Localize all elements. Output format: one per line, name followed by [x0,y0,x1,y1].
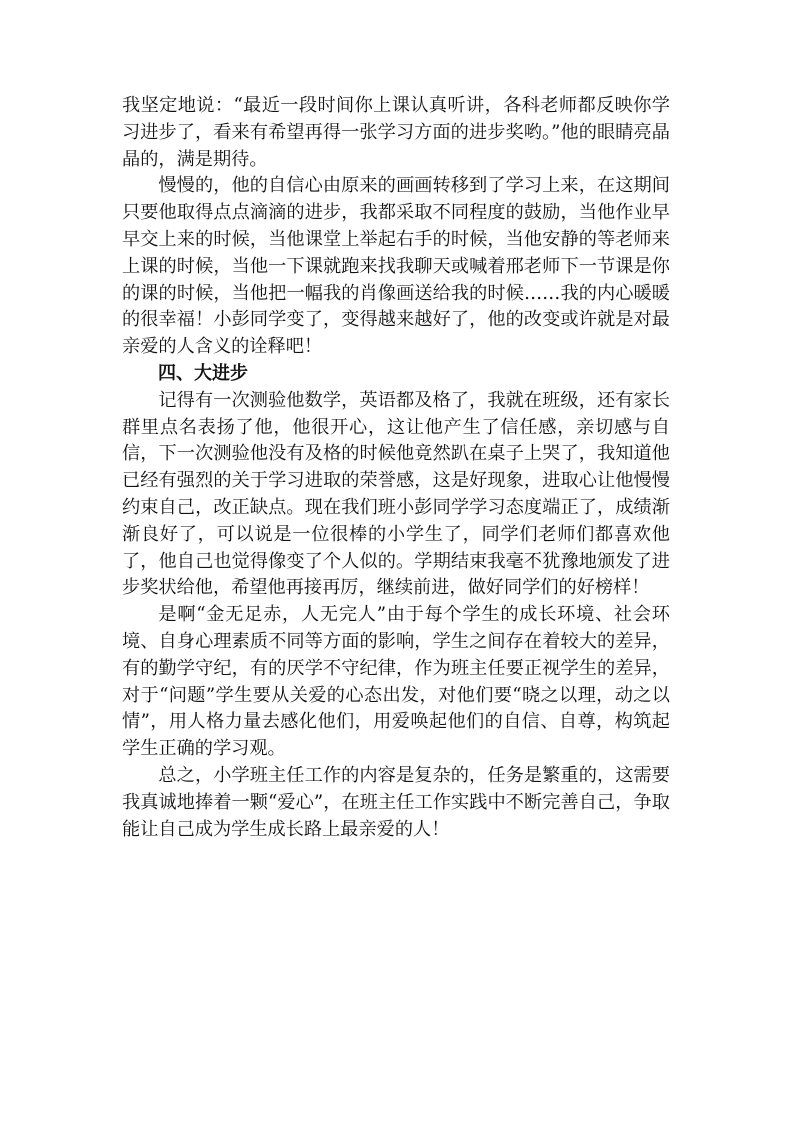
paragraph-differences: 是啊“金无足赤，人无完人”由于每个学生的成长环境、社会环境、自身心理素质不同等方面的影响，学生之间存在着较大的差异，有的勤学守纪，有的厌学不守纪律，作为班主任要正视学生的差异，对于“问题”学生要从关爱的心态出发，对他们要“晓之以理，动之以情”，用人格力量去感化他们，用爱唤起他们的自信、自尊，构筑起学生正确的学习观。 [122,604,670,760]
document-page [122,93,670,843]
paragraph-test-praise: 记得有一次测验他数学，英语都及格了，我就在班级，还有家长群里点名表扬了他，他很开心，这让他产生了信任感，亲切感与自信，下一次测验他没有及格的时候他竟然趴在桌子上哭了，我知道他已经有强烈的关于学习进取的荣誉感，这是好现象，进取心让他慢慢约束自己，改正缺点。现在我们班小彭同学学习态度端正了，成绩渐渐良好了，可以说是一位很棒的小学生了，同学们老师们都喜欢他了，他自己也觉得像变了个人似的。学期结束我毫不犹豫地颁发了进步奖状给他，希望他再接再厉，继续前进，做好同学们的好榜样！ [122,389,670,599]
paragraph-conclusion: 总之，小学班主任工作的内容是复杂的，任务是繁重的，这需要我真诚地捧着一颗“爱心”，在班主任工作实践中不断完善自己，争取能让自己成为学生成长路上最亲爱的人！ [122,764,670,840]
paragraph-confidence: 慢慢的，他的自信心由原来的画画转移到了学习上来，在这期间只要他取得点点滴滴的进步，我都采取不同程度的鼓励，当他作业早早交上来的时候，当他课堂上举起右手的时候，当他安静的等老师来上课的时候，当他一下课就跑来找我聊天或喊着邢老师下一节课是你的课的时候，当他把一幅我的肖像画送给我的时候……我的内心暖暖的很幸福！小彭同学变了，变得越来越好了，他的改变或许就是对最亲爱的人含义的诠释吧！ [122,175,670,358]
section-heading-big-progress: 四、大进步 [158,362,248,384]
paragraph-dialogue: 我坚定地说：“最近一段时间你上课认真听讲，各科老师都反映你学习进步了，看来有希望再得一张学习方面的进步奖哟。”他的眼睛亮晶晶的，满是期待。 [122,95,670,170]
